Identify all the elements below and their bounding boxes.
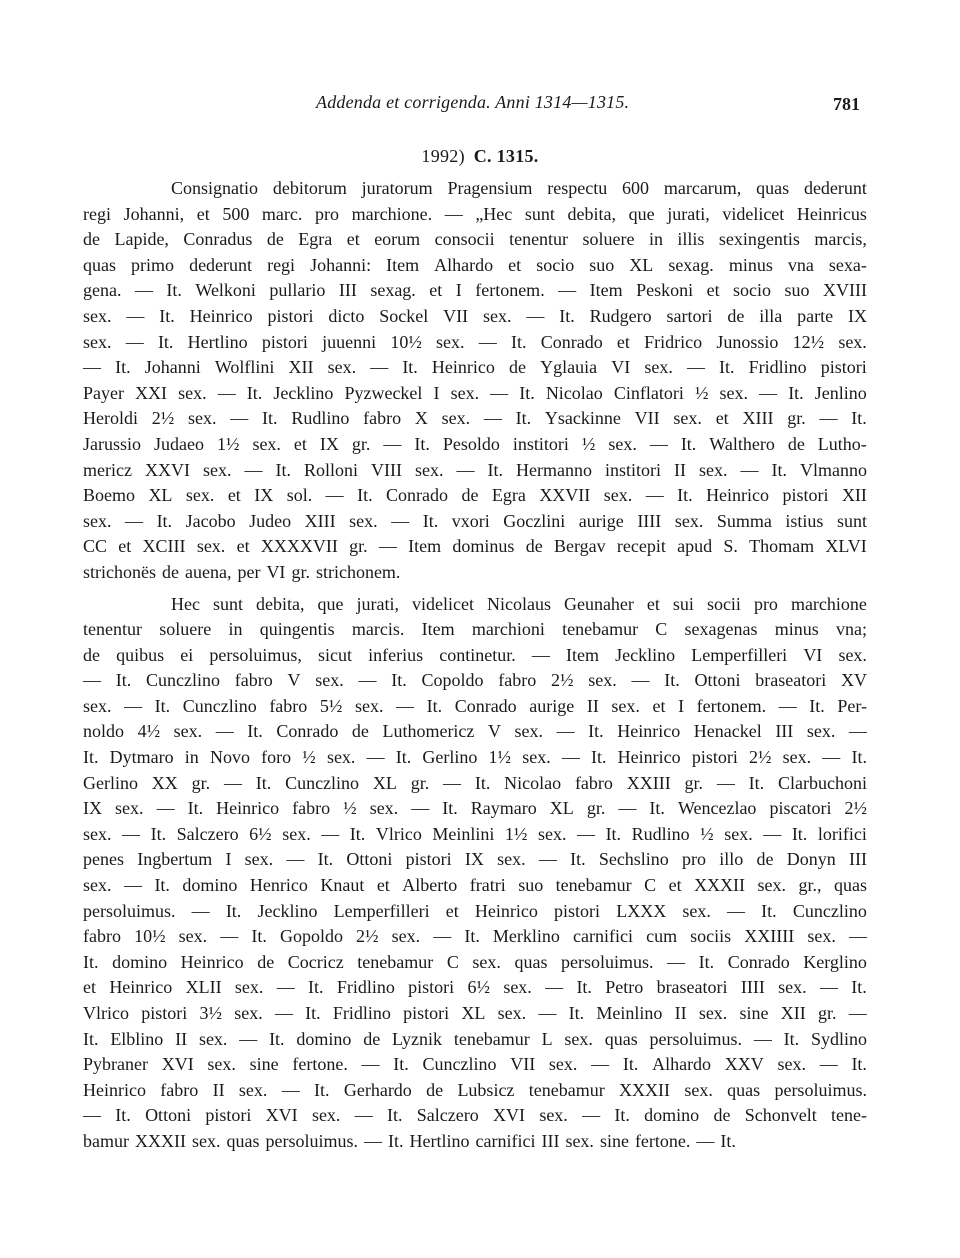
- text-line: regi Johanni, et 500 marc. pro marchione. — „Hec sunt debita, que jurati, videlicet Heinricus: [83, 203, 867, 224]
- entry-year: C. 1315.: [473, 146, 539, 166]
- text-line: sex. — It. Cunczlino fabro 5½ sex. — It. Conrado aurige II sex. et I fertonem. — It. Per-: [83, 695, 867, 716]
- text-line: mericz XXVI sex. — It. Rolloni VIII sex. — It. Hermanno institori II sex. — It. Vlmanno: [83, 459, 867, 480]
- text-line: strichonës de auena, per VI gr. strichonem.: [83, 561, 401, 582]
- paragraph: [83, 592, 867, 1155]
- paragraph: [83, 176, 867, 586]
- text-line: sex. — It. Salczero 6½ sex. — It. Vlrico Meinlini 1½ sex. — It. Rudlino ½ sex. — It. lorifici: [83, 823, 867, 844]
- text-line: Heroldi 2½ sex. — It. Rudlino fabro X sex. — It. Ysackinne VII sex. et XIII gr. — It.: [83, 408, 867, 429]
- text-line: Vlrico pistori 3½ sex. — It. Fridlino pistori XL sex. — It. Meinlino II sex. sine XII gr. —: [83, 1003, 867, 1023]
- text-line: It. domino Heinrico de Cocricz tenebamur C sex. quas persoluimus. — It. Conrado Kerglino: [83, 951, 867, 972]
- text-line: — It. Johanni Wolflini XII sex. — It. Heinrico de Yglauia VI sex. — It. Fridlino pistori: [83, 357, 867, 378]
- page-number: 781: [833, 94, 860, 114]
- text-line: Hec sunt debita, que jurati, videlicet Nicolaus Geunaher et sui socii pro marchione: [171, 593, 867, 614]
- text-line: Boemo XL sex. et IX sol. — It. Conrado de Egra XXVII sex. — It. Heinrico pistori XII: [83, 485, 867, 506]
- text-line: gena. — It. Welkoni pullario III sexag. et I fertonem. — Item Peskoni et socio suo XVIII: [83, 280, 867, 301]
- text-line: It. Dytmaro in Novo foro ½ sex. — It. Gerlino 1½ sex. — It. Heinrico pistori 2½ sex. — It.: [83, 747, 867, 768]
- text-line: sex. — It. Jacobo Judeo XIII sex. — It. vxori Goczlini aurige IIII sex. Summa istius sunt: [83, 510, 867, 531]
- text-line: sex. — It. Hertlino pistori juuenni 10½ sex. — It. Conrado et Fridrico Junossio 12½ sex.: [83, 331, 867, 352]
- text-line: Heinrico fabro II sex. — It. Gerhardo de Lubsicz tenebamur XXXII sex. quas persoluimus.: [83, 1079, 867, 1100]
- page-header: [300, 88, 860, 118]
- text-line: Pybraner XVI sex. sine fertone. — It. Cunczlino VII sex. — It. Alhardo XXV sex. — It.: [83, 1054, 867, 1075]
- text-line: IX sex. — It. Heinrico fabro ½ sex. — It. Raymaro XL gr. — It. Wencezlao piscatori 2½: [83, 798, 867, 819]
- entry-heading: [0, 146, 960, 167]
- entry-number: 1992): [421, 146, 465, 166]
- text-line: de quibus ei persoluimus, sicut inferius continetur. — Item Jecklino Lemperfilleri VI sex.: [83, 644, 867, 665]
- text-line: bamur XXXII sex. quas persoluimus. — It. Hertlino carnifici III sex. sine fertone. — It.: [83, 1130, 736, 1151]
- running-head: Addenda et corrigenda. Anni 1314—1315.: [316, 92, 630, 112]
- text-line: de Lapide, Conradus de Egra et eorum consocii tenentur soluere in illis sexingentis marcis,: [83, 229, 867, 250]
- text-line: Gerlino XX gr. — It. Cunczlino XL gr. — It. Nicolao fabro XXIII gr. — It. Clarbuchoni: [83, 772, 867, 793]
- text-line: — It. Cunczlino fabro V sex. — It. Copoldo fabro 2½ sex. — It. Ottoni braseatori XV: [83, 670, 867, 691]
- text-line: — It. Ottoni pistori XVI sex. — It. Salczero XVI sex. — It. domino de Schonvelt tene-: [83, 1105, 867, 1126]
- text-line: quas primo dederunt regi Johanni: Item Alhardo et socio suo XL sexag. minus vna sexa-: [83, 254, 867, 275]
- text-line: It. Elblino II sex. — It. domino de Lyznik tenebamur L sex. quas persoluimus. — It. Sydlino: [83, 1028, 867, 1049]
- text-line: persoluimus. — It. Jecklino Lemperfilleri et Heinrico pistori LXXX sex. — It. Cunczlino: [83, 900, 867, 921]
- text-line: sex. — It. Heinrico pistori dicto Sockel VII sex. — It. Rudgero sartori de illa parte IX: [83, 305, 867, 326]
- text-line: fabro 10½ sex. — It. Gopoldo 2½ sex. — It. Merklino carnifici cum sociis XXIIII sex. —: [83, 926, 867, 947]
- text-line: Consignatio debitorum juratorum Pragensium respectu 600 marcarum, quas dederunt: [171, 178, 867, 198]
- document-body: [83, 176, 867, 1155]
- text-line: sex. — It. domino Henrico Knaut et Alberto fratri suo tenebamur C et XXXII sex. gr., quas: [83, 875, 867, 896]
- text-line: Jarussio Judaeo 1½ sex. et IX gr. — It. Pesoldo institori ½ sex. — It. Walthero de Lutho-: [83, 433, 867, 454]
- text-line: noldo 4½ sex. — It. Conrado de Luthomericz V sex. — It. Heinrico Henackel III sex. —: [83, 721, 867, 742]
- text-line: et Heinrico XLII sex. — It. Fridlino pistori 6½ sex. — It. Petro braseatori IIII sex. — It.: [83, 977, 867, 998]
- text-line: CC et XCIII sex. et XXXXVII gr. — Item dominus de Bergav recepit apud S. Thomam XLVI: [83, 536, 867, 557]
- text-line: Payer XXI sex. — It. Jecklino Pyzweckel I sex. — It. Nicolao Cinflatori ½ sex. — It. Jenlino: [83, 382, 867, 403]
- text-line: tenentur soluere in quingentis marcis. Item marchioni tenebamur C sexagenas minus vna;: [83, 619, 867, 640]
- text-line: penes Ingbertum I sex. — It. Ottoni pistori IX sex. — It. Sechslino pro illo de Donyn III: [83, 849, 867, 870]
